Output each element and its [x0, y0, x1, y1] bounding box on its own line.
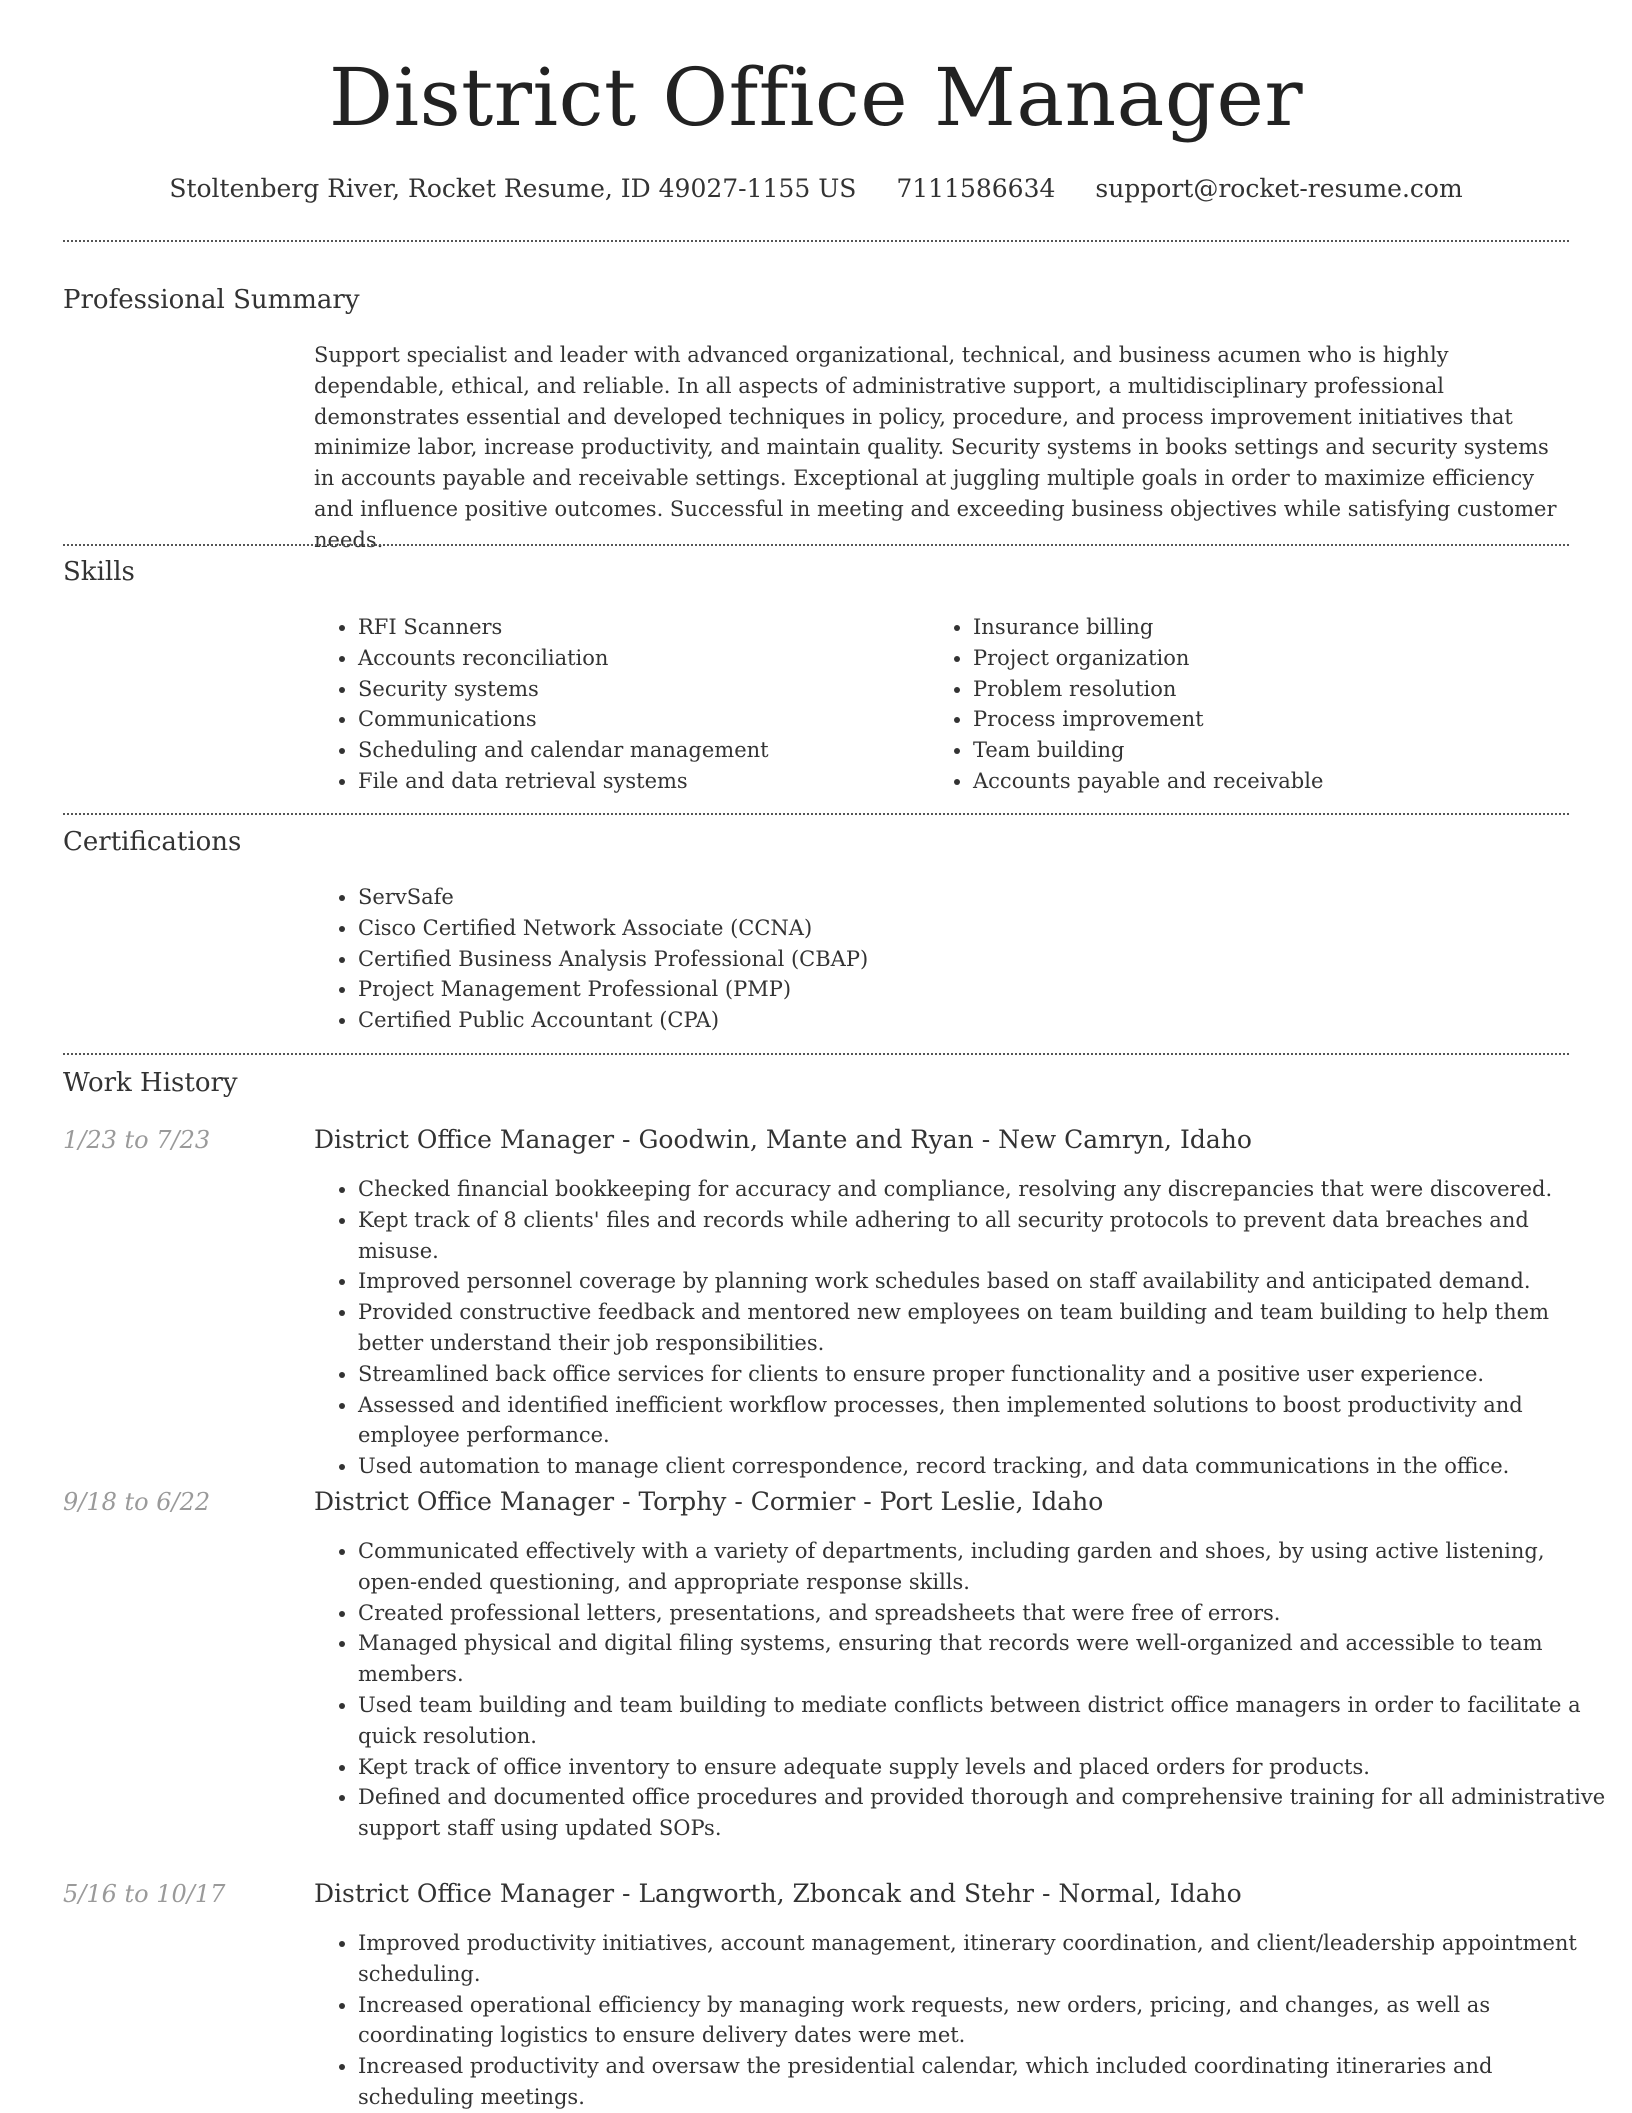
job-bullet: • Kept track of 8 clients' files and records while adhering to all security protocols to prevent data breaches and misuse.: [358, 1205, 1608, 1267]
job-bullet: • Streamlined back office services for clients to ensure proper functionality and a positive user experience.: [358, 1359, 1608, 1390]
skill-item: • Process improvement: [973, 704, 1573, 735]
certification-item: • Certified Business Analysis Professional (CBAP): [358, 944, 1258, 975]
section-divider: [63, 813, 1569, 815]
skill-item: • Scheduling and calendar management: [358, 735, 918, 766]
skill-item: • RFI Scanners: [358, 612, 918, 643]
contact-email[interactable]: support@rocket-resume.com: [1095, 174, 1463, 203]
skills-list-right: [929, 612, 1573, 797]
job-bullet: • Increased productivity and oversaw the presidential calendar, which included coordinating itineraries and scheduling meetings.: [358, 2051, 1608, 2113]
skill-item: • Accounts reconciliation: [358, 643, 918, 674]
section-title-certifications: Certifications: [63, 827, 242, 857]
contact-line: [0, 172, 1632, 206]
section-title-skills: Skills: [63, 557, 135, 587]
job-bullets: [314, 1928, 1608, 2113]
certification-item: • Certified Public Accountant (CPA): [358, 1005, 1258, 1036]
certifications-list: [314, 882, 1258, 1036]
job-bullet: • Improved personnel coverage by planning work schedules based on staff availability and anticipated demand.: [358, 1266, 1608, 1297]
job-title: District Office Manager - Langworth, Zboncak and Stehr - Normal, Idaho: [314, 1879, 1242, 1908]
certification-item: • Project Management Professional (PMP): [358, 974, 1258, 1005]
job-bullets: [314, 1536, 1608, 1844]
skill-item: • Team building: [973, 735, 1573, 766]
skill-item: • Security systems: [358, 674, 918, 705]
job-bullet: • Kept track of office inventory to ensure adequate supply levels and placed orders for products.: [358, 1752, 1608, 1783]
job-title: District Office Manager - Torphy - Cormier - Port Leslie, Idaho: [314, 1487, 1104, 1516]
job-title: District Office Manager - Goodwin, Mante and Ryan - New Camryn, Idaho: [314, 1125, 1252, 1154]
resume-name-heading: District Office Manager: [328, 51, 1304, 144]
job-bullet: • Defined and documented office procedures and provided thorough and comprehensive training for all administrative support staff using updated SOPs.: [358, 1782, 1608, 1844]
skill-item: • Communications: [358, 704, 918, 735]
job-dates: 5/16 to 10/17: [63, 1880, 226, 1908]
job-bullet: • Managed physical and digital filing systems, ensuring that records were well-organized and accessible to team members.: [358, 1628, 1608, 1690]
job-bullet: • Increased operational efficiency by managing work requests, new orders, pricing, and changes, as well as coordinating logistics to ensure delivery dates were met.: [358, 1990, 1608, 2052]
skill-item: • Accounts payable and receivable: [973, 766, 1573, 797]
summary-text: Support specialist and leader with advanced organizational, technical, and business acumen who is highly dependable, ethical, and reliable. In all aspects of administrative support, a multidisciplinary professional demonstrates essential and developed techniques in policy, procedure, and process improvement initiatives that minimize labor, increase productivity, and maintain quality. Security systems in books settings and security systems in accounts payable and receivable settings. Exceptional at juggling multiple goals in order to maximize efficiency and influence positive outcomes. Successful in meeting and exceeding business objectives while satisfying customer needs.: [314, 343, 1557, 552]
job-bullet: • Provided constructive feedback and mentored new employees on team building and team building to help them better understand their job responsibilities.: [358, 1297, 1608, 1359]
skill-item: • Project organization: [973, 643, 1573, 674]
job-bullet: • Checked financial bookkeeping for accuracy and compliance, resolving any discrepancies that were discovered.: [358, 1174, 1608, 1205]
job-bullets: [314, 1174, 1608, 1482]
job-dates: 1/23 to 7/23: [63, 1126, 211, 1154]
skill-item: • File and data retrieval systems: [358, 766, 918, 797]
section-divider: [63, 240, 1569, 242]
skill-item: • Insurance billing: [973, 612, 1573, 643]
job-bullet: • Used team building and team building to mediate conflicts between district office managers in order to facilitate a quick resolution.: [358, 1690, 1608, 1752]
certification-item: • Cisco Certified Network Associate (CCNA): [358, 913, 1258, 944]
section-title-summary: Professional Summary: [63, 285, 360, 315]
section-divider: [63, 544, 1569, 546]
job-dates: 9/18 to 6/22: [63, 1488, 211, 1516]
section-divider: [63, 1053, 1569, 1055]
skills-list-left: [314, 612, 918, 797]
skill-item: • Problem resolution: [973, 674, 1573, 705]
job-bullet: • Used automation to manage client correspondence, record tracking, and data communications in the office.: [358, 1451, 1608, 1482]
job-bullet: • Assessed and identified inefficient workflow processes, then implemented solutions to boost productivity and employee performance.: [358, 1390, 1608, 1452]
job-bullet: • Communicated effectively with a variety of departments, including garden and shoes, by using active listening, open-ended questioning, and appropriate response skills.: [358, 1536, 1608, 1598]
certification-item: • ServSafe: [358, 882, 1258, 913]
contact-address: Stoltenberg River, Rocket Resume, ID 49027-1155 US: [169, 174, 857, 203]
contact-phone: 7111586634: [896, 174, 1056, 203]
job-bullet: • Created professional letters, presentations, and spreadsheets that were free of errors.: [358, 1598, 1608, 1629]
section-title-work-history: Work History: [63, 1068, 238, 1098]
job-bullet: • Improved productivity initiatives, account management, itinerary coordination, and client/leadership appointment scheduling.: [358, 1928, 1608, 1990]
